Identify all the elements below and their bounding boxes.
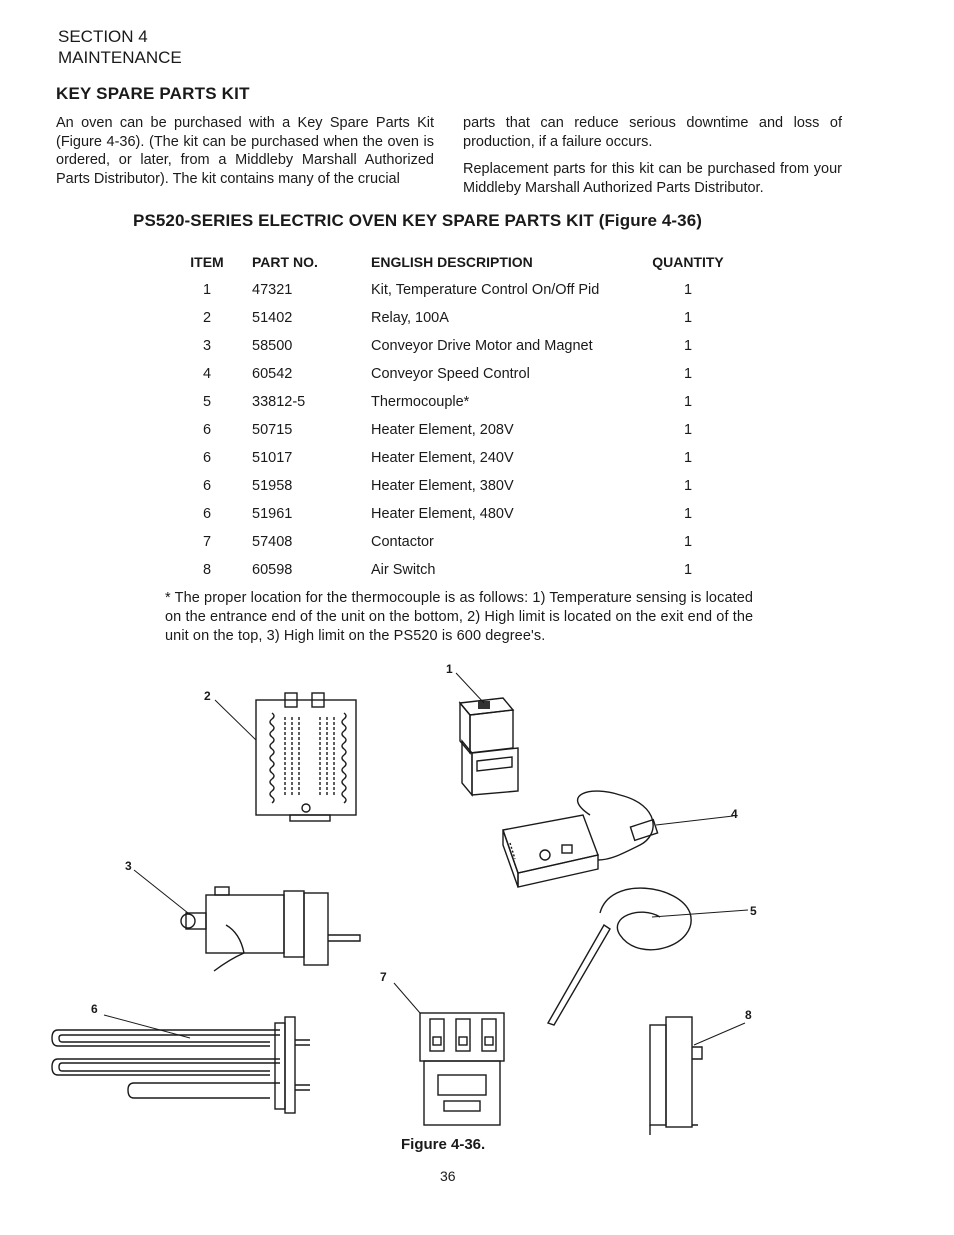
thermocouple-footnote: * The proper location for the thermocouple is as follows: 1) Temperature sensing is located on the entrance end of the unit on the bottom, 2) High limit is located on the exit end of the unit on the top, 3) High limit on the PS520 is 600 degree's. (165, 590, 754, 644)
cell-part-no: 33812-5 (252, 394, 306, 410)
cell-part-no: 47321 (252, 282, 293, 298)
callout-2: 2 (204, 689, 211, 703)
cell-quantity: 1 (683, 506, 693, 522)
replacement-paragraph: Replacement parts for this kit can be purchased from your Middleby Marshall Authorized Parts Distributor. (463, 161, 842, 196)
cell-quantity: 1 (683, 534, 693, 550)
cell-quantity: 1 (683, 310, 693, 326)
intro-left-column (56, 114, 434, 197)
heater-element-illustration (52, 1017, 310, 1113)
section-label: SECTION 4 (58, 27, 148, 46)
cell-description: Air Switch (371, 562, 436, 578)
header-quantity: QUANTITY (652, 254, 724, 270)
cell-quantity: 1 (683, 366, 693, 382)
parts-figure (0, 655, 954, 1135)
callout-5: 5 (750, 904, 757, 918)
callout-6: 6 (91, 1002, 98, 1016)
callout-3: 3 (125, 859, 132, 873)
cell-description: Thermocouple* (371, 394, 470, 410)
cell-part-no: 60598 (252, 562, 293, 578)
cell-item: 6 (202, 450, 212, 466)
figure-caption: Figure 4-36. (401, 1136, 486, 1153)
table-row (162, 332, 733, 360)
header-part-no: PART NO. (252, 254, 318, 270)
cell-description: Heater Element, 380V (371, 478, 514, 494)
cell-part-no: 51958 (252, 478, 293, 494)
cell-item: 7 (202, 534, 212, 550)
table-row (162, 276, 733, 304)
table-row (162, 360, 733, 388)
cell-quantity: 1 (683, 478, 693, 494)
cell-description: Heater Element, 480V (371, 506, 514, 522)
cell-description: Heater Element, 240V (371, 450, 514, 466)
intro-paragraph-continued: parts that can reduce serious downtime and loss of production, if a failure occurs. (463, 115, 842, 150)
conveyor-motor-illustration (181, 887, 360, 971)
chapter-label: MAINTENANCE (58, 48, 182, 67)
kit-heading: KEY SPARE PARTS KIT (56, 84, 250, 103)
cell-description: Conveyor Drive Motor and Magnet (371, 338, 593, 354)
section-header (58, 26, 182, 68)
cell-item: 1 (202, 282, 212, 298)
cell-quantity: 1 (683, 422, 693, 438)
intro-right-column (463, 114, 842, 206)
cell-part-no: 51017 (252, 450, 293, 466)
cell-part-no: 58500 (252, 338, 293, 354)
cell-item: 5 (202, 394, 212, 410)
cell-item: 6 (202, 506, 212, 522)
cell-quantity: 1 (683, 562, 693, 578)
cell-item: 8 (202, 562, 212, 578)
cell-item: 4 (202, 366, 212, 382)
table-row (162, 528, 733, 556)
callout-1: 1 (446, 662, 453, 676)
callout-7: 7 (380, 970, 387, 984)
table-row (162, 500, 733, 528)
page-number: 36 (440, 1168, 456, 1184)
table-row (162, 416, 733, 444)
header-description: ENGLISH DESCRIPTION (371, 254, 533, 270)
relay-illustration (256, 693, 356, 821)
cell-quantity: 1 (683, 394, 693, 410)
parts-table (162, 248, 733, 584)
cell-part-no: 51961 (252, 506, 293, 522)
cell-description: Relay, 100A (371, 310, 449, 326)
cell-item: 6 (202, 422, 212, 438)
intro-paragraph: An oven can be purchased with a Key Spare Parts Kit (Figure 4-36). (The kit can be purchased when the oven is ordered, or later, from a Middleby Marshall Authorized Parts Distributor). The kit contains many of the crucial (56, 115, 434, 187)
cell-description: Conveyor Speed Control (371, 366, 530, 382)
speed-control-illustration (503, 791, 658, 887)
cell-part-no: 51402 (252, 310, 293, 326)
cell-quantity: 1 (683, 338, 693, 354)
cell-quantity: 1 (683, 282, 693, 298)
table-row (162, 556, 733, 584)
cell-description: Heater Element, 208V (371, 422, 514, 438)
contactor-illustration (420, 1013, 504, 1125)
air-switch-illustration (650, 1017, 702, 1135)
cell-description: Kit, Temperature Control On/Off Pid (371, 282, 600, 298)
cell-item: 3 (202, 338, 212, 354)
table-header-row (162, 248, 733, 276)
temperature-control-illustration (460, 698, 518, 795)
cell-quantity: 1 (683, 450, 693, 466)
cell-item: 2 (202, 310, 212, 326)
parts-table-title: PS520-SERIES ELECTRIC OVEN KEY SPARE PARTS KIT (Figure 4-36) (133, 211, 703, 230)
cell-part-no: 60542 (252, 366, 293, 382)
cell-part-no: 57408 (252, 534, 293, 550)
cell-part-no: 50715 (252, 422, 293, 438)
table-row (162, 388, 733, 416)
table-row (162, 304, 733, 332)
thermocouple-illustration (548, 888, 691, 1025)
table-row (162, 472, 733, 500)
cell-description: Contactor (371, 534, 434, 550)
callout-8: 8 (745, 1008, 752, 1022)
parts-table-body (162, 276, 733, 584)
table-row (162, 444, 733, 472)
cell-item: 6 (202, 478, 212, 494)
callout-4: 4 (731, 807, 738, 821)
header-item: ITEM (190, 254, 224, 270)
